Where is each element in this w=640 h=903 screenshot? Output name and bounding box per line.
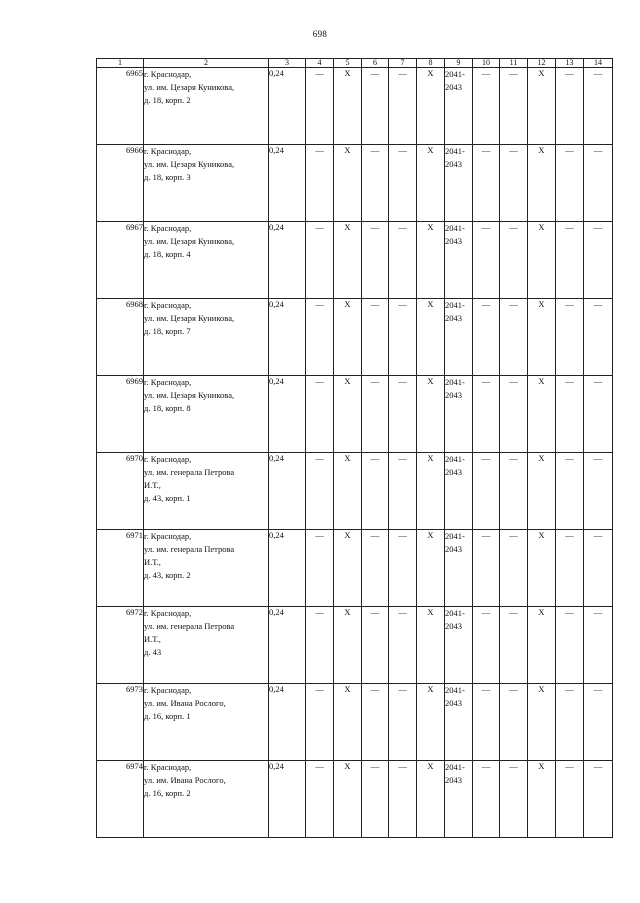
period-line: 2041- xyxy=(445,377,465,387)
area-cell: 0,24 xyxy=(269,222,306,299)
cell-col-11: — xyxy=(500,376,528,453)
address-cell xyxy=(144,453,269,530)
row-number: 6974 xyxy=(97,761,144,838)
address-line: ул. им. Цезаря Куникова, xyxy=(144,313,235,323)
cell-col-11: — xyxy=(500,453,528,530)
address-line: д. 18, корп. 7 xyxy=(144,326,191,336)
cell-col-12: Х xyxy=(528,761,556,838)
cell-col-14: — xyxy=(584,607,613,684)
cell-col-7: — xyxy=(389,453,417,530)
period-line: 2041- xyxy=(445,146,465,156)
period-line: 2043 xyxy=(445,159,462,169)
cell-col-8: Х xyxy=(417,530,445,607)
address-line: д. 43 xyxy=(144,647,162,657)
column-header: 10 xyxy=(473,59,500,68)
cell-col-10: — xyxy=(473,299,500,376)
cell-col-6: — xyxy=(362,222,389,299)
row-number: 6970 xyxy=(97,453,144,530)
cell-col-13: — xyxy=(556,684,584,761)
cell-col-14: — xyxy=(584,453,613,530)
cell-col-4: — xyxy=(306,68,334,145)
area-cell: 0,24 xyxy=(269,530,306,607)
cell-col-10: — xyxy=(473,684,500,761)
row-number: 6973 xyxy=(97,684,144,761)
cell-col-5: Х xyxy=(334,145,362,222)
address-line: д. 18, корп. 2 xyxy=(144,95,191,105)
cell-col-13: — xyxy=(556,607,584,684)
period-cell xyxy=(445,607,473,684)
period-line: 2041- xyxy=(445,69,465,79)
address-line: г. Краснодар, xyxy=(144,377,192,387)
cell-col-5: Х xyxy=(334,607,362,684)
address-line: ул. им. Цезаря Куникова, xyxy=(144,159,235,169)
cell-col-11: — xyxy=(500,222,528,299)
cell-col-12: Х xyxy=(528,376,556,453)
address-line: ул. им. генерала Петрова xyxy=(144,467,235,477)
address-line: г. Краснодар, xyxy=(144,762,192,772)
period-cell xyxy=(445,530,473,607)
cell-col-6: — xyxy=(362,145,389,222)
row-number: 6968 xyxy=(97,299,144,376)
cell-col-14: — xyxy=(584,530,613,607)
column-header: 7 xyxy=(389,59,417,68)
cell-col-12: Х xyxy=(528,684,556,761)
row-number: 6969 xyxy=(97,376,144,453)
period-line: 2043 xyxy=(445,544,462,554)
address-line: д. 16, корп. 1 xyxy=(144,711,191,721)
period-cell xyxy=(445,684,473,761)
address-line: г. Краснодар, xyxy=(144,685,192,695)
table-row xyxy=(97,530,613,607)
cell-col-12: Х xyxy=(528,607,556,684)
cell-col-13: — xyxy=(556,761,584,838)
period-line: 2043 xyxy=(445,313,462,323)
address-line: И.Т., xyxy=(144,480,161,490)
cell-col-4: — xyxy=(306,376,334,453)
period-cell xyxy=(445,145,473,222)
address-line: И.Т., xyxy=(144,634,161,644)
cell-col-4: — xyxy=(306,145,334,222)
cell-col-11: — xyxy=(500,684,528,761)
period-line: 2041- xyxy=(445,608,465,618)
period-line: 2043 xyxy=(445,236,462,246)
period-line: 2043 xyxy=(445,775,462,785)
cell-col-13: — xyxy=(556,145,584,222)
cell-col-11: — xyxy=(500,607,528,684)
column-header: 8 xyxy=(417,59,445,68)
cell-col-8: Х xyxy=(417,68,445,145)
cell-col-12: Х xyxy=(528,453,556,530)
cell-col-14: — xyxy=(584,376,613,453)
address-line: ул. им. генерала Петрова xyxy=(144,621,235,631)
cell-col-4: — xyxy=(306,761,334,838)
period-line: 2043 xyxy=(445,390,462,400)
column-header: 1 xyxy=(97,59,144,68)
header-row xyxy=(97,59,613,68)
cell-col-5: Х xyxy=(334,684,362,761)
cell-col-7: — xyxy=(389,145,417,222)
period-cell xyxy=(445,376,473,453)
cell-col-4: — xyxy=(306,453,334,530)
cell-col-13: — xyxy=(556,222,584,299)
cell-col-6: — xyxy=(362,530,389,607)
cell-col-10: — xyxy=(473,607,500,684)
table-row xyxy=(97,299,613,376)
table-row xyxy=(97,684,613,761)
address-line: г. Краснодар, xyxy=(144,300,192,310)
address-cell xyxy=(144,607,269,684)
housing-registry-table xyxy=(96,58,613,838)
cell-col-7: — xyxy=(389,376,417,453)
area-cell: 0,24 xyxy=(269,761,306,838)
area-cell: 0,24 xyxy=(269,68,306,145)
area-cell: 0,24 xyxy=(269,607,306,684)
period-cell xyxy=(445,453,473,530)
period-cell xyxy=(445,761,473,838)
cell-col-8: Х xyxy=(417,222,445,299)
cell-col-4: — xyxy=(306,222,334,299)
row-number: 6971 xyxy=(97,530,144,607)
cell-col-5: Х xyxy=(334,453,362,530)
address-line: И.Т., xyxy=(144,557,161,567)
area-cell: 0,24 xyxy=(269,299,306,376)
address-line: д. 43, корп. 1 xyxy=(144,493,191,503)
cell-col-7: — xyxy=(389,684,417,761)
address-line: д. 16, корп. 2 xyxy=(144,788,191,798)
address-line: д. 18, корп. 4 xyxy=(144,249,191,259)
address-line: г. Краснодар, xyxy=(144,608,192,618)
period-cell xyxy=(445,299,473,376)
cell-col-10: — xyxy=(473,145,500,222)
address-line: ул. им. Цезаря Куникова, xyxy=(144,82,235,92)
cell-col-6: — xyxy=(362,68,389,145)
column-header: 2 xyxy=(144,59,269,68)
table-body xyxy=(97,68,613,838)
address-line: ул. им. Ивана Рослого, xyxy=(144,775,226,785)
cell-col-12: Х xyxy=(528,530,556,607)
address-line: ул. им. генерала Петрова xyxy=(144,544,235,554)
period-line: 2041- xyxy=(445,454,465,464)
cell-col-12: Х xyxy=(528,145,556,222)
cell-col-5: Х xyxy=(334,222,362,299)
cell-col-6: — xyxy=(362,684,389,761)
cell-col-6: — xyxy=(362,761,389,838)
cell-col-8: Х xyxy=(417,145,445,222)
cell-col-11: — xyxy=(500,530,528,607)
cell-col-13: — xyxy=(556,68,584,145)
address-line: д. 43, корп. 2 xyxy=(144,570,191,580)
period-line: 2043 xyxy=(445,467,462,477)
row-number: 6965 xyxy=(97,68,144,145)
address-cell xyxy=(144,299,269,376)
cell-col-10: — xyxy=(473,68,500,145)
column-header: 9 xyxy=(445,59,473,68)
cell-col-14: — xyxy=(584,761,613,838)
page-number: 698 xyxy=(312,29,328,39)
cell-col-10: — xyxy=(473,530,500,607)
cell-col-6: — xyxy=(362,453,389,530)
cell-col-4: — xyxy=(306,607,334,684)
column-header: 4 xyxy=(306,59,334,68)
cell-col-6: — xyxy=(362,376,389,453)
cell-col-7: — xyxy=(389,607,417,684)
cell-col-6: — xyxy=(362,299,389,376)
cell-col-5: Х xyxy=(334,761,362,838)
cell-col-5: Х xyxy=(334,376,362,453)
table-row xyxy=(97,376,613,453)
cell-col-14: — xyxy=(584,68,613,145)
address-cell xyxy=(144,684,269,761)
cell-col-14: — xyxy=(584,684,613,761)
cell-col-5: Х xyxy=(334,299,362,376)
column-header: 5 xyxy=(334,59,362,68)
cell-col-11: — xyxy=(500,299,528,376)
cell-col-8: Х xyxy=(417,453,445,530)
cell-col-11: — xyxy=(500,68,528,145)
address-line: д. 18, корп. 8 xyxy=(144,403,191,413)
address-line: г. Краснодар, xyxy=(144,223,192,233)
cell-col-13: — xyxy=(556,299,584,376)
area-cell: 0,24 xyxy=(269,453,306,530)
cell-col-7: — xyxy=(389,530,417,607)
period-line: 2041- xyxy=(445,685,465,695)
cell-col-10: — xyxy=(473,453,500,530)
cell-col-14: — xyxy=(584,145,613,222)
cell-col-10: — xyxy=(473,761,500,838)
cell-col-14: — xyxy=(584,222,613,299)
period-line: 2043 xyxy=(445,621,462,631)
table-row xyxy=(97,607,613,684)
period-line: 2043 xyxy=(445,698,462,708)
address-line: г. Краснодар, xyxy=(144,69,192,79)
cell-col-13: — xyxy=(556,376,584,453)
column-header: 12 xyxy=(528,59,556,68)
period-line: 2041- xyxy=(445,762,465,772)
period-cell xyxy=(445,222,473,299)
cell-col-8: Х xyxy=(417,299,445,376)
table-row xyxy=(97,222,613,299)
column-header: 6 xyxy=(362,59,389,68)
address-line: д. 18, корп. 3 xyxy=(144,172,191,182)
cell-col-8: Х xyxy=(417,761,445,838)
cell-col-7: — xyxy=(389,299,417,376)
address-cell xyxy=(144,222,269,299)
cell-col-10: — xyxy=(473,222,500,299)
row-number: 6966 xyxy=(97,145,144,222)
cell-col-12: Х xyxy=(528,222,556,299)
cell-col-7: — xyxy=(389,222,417,299)
period-line: 2043 xyxy=(445,82,462,92)
cell-col-14: — xyxy=(584,299,613,376)
area-cell: 0,24 xyxy=(269,145,306,222)
cell-col-5: Х xyxy=(334,530,362,607)
address-cell xyxy=(144,145,269,222)
column-header: 14 xyxy=(584,59,613,68)
cell-col-11: — xyxy=(500,145,528,222)
cell-col-6: — xyxy=(362,607,389,684)
table-row xyxy=(97,145,613,222)
column-header: 3 xyxy=(269,59,306,68)
period-cell xyxy=(445,68,473,145)
row-number: 6967 xyxy=(97,222,144,299)
cell-col-12: Х xyxy=(528,68,556,145)
period-line: 2041- xyxy=(445,223,465,233)
area-cell: 0,24 xyxy=(269,684,306,761)
address-line: г. Краснодар, xyxy=(144,531,192,541)
cell-col-13: — xyxy=(556,453,584,530)
cell-col-12: Х xyxy=(528,299,556,376)
column-header: 11 xyxy=(500,59,528,68)
cell-col-13: — xyxy=(556,530,584,607)
cell-col-5: Х xyxy=(334,68,362,145)
cell-col-4: — xyxy=(306,299,334,376)
address-line: ул. им. Ивана Рослого, xyxy=(144,698,226,708)
address-line: ул. им. Цезаря Куникова, xyxy=(144,236,235,246)
address-line: г. Краснодар, xyxy=(144,454,192,464)
cell-col-10: — xyxy=(473,376,500,453)
table-row xyxy=(97,761,613,838)
cell-col-8: Х xyxy=(417,376,445,453)
cell-col-4: — xyxy=(306,530,334,607)
address-cell xyxy=(144,761,269,838)
address-cell xyxy=(144,530,269,607)
cell-col-7: — xyxy=(389,761,417,838)
address-line: г. Краснодар, xyxy=(144,146,192,156)
table-row xyxy=(97,453,613,530)
cell-col-11: — xyxy=(500,761,528,838)
address-cell xyxy=(144,68,269,145)
period-line: 2041- xyxy=(445,300,465,310)
area-cell: 0,24 xyxy=(269,376,306,453)
address-cell xyxy=(144,376,269,453)
period-line: 2041- xyxy=(445,531,465,541)
table-row xyxy=(97,68,613,145)
column-header: 13 xyxy=(556,59,584,68)
cell-col-8: Х xyxy=(417,607,445,684)
row-number: 6972 xyxy=(97,607,144,684)
cell-col-8: Х xyxy=(417,684,445,761)
address-line: ул. им. Цезаря Куникова, xyxy=(144,390,235,400)
cell-col-4: — xyxy=(306,684,334,761)
cell-col-7: — xyxy=(389,68,417,145)
